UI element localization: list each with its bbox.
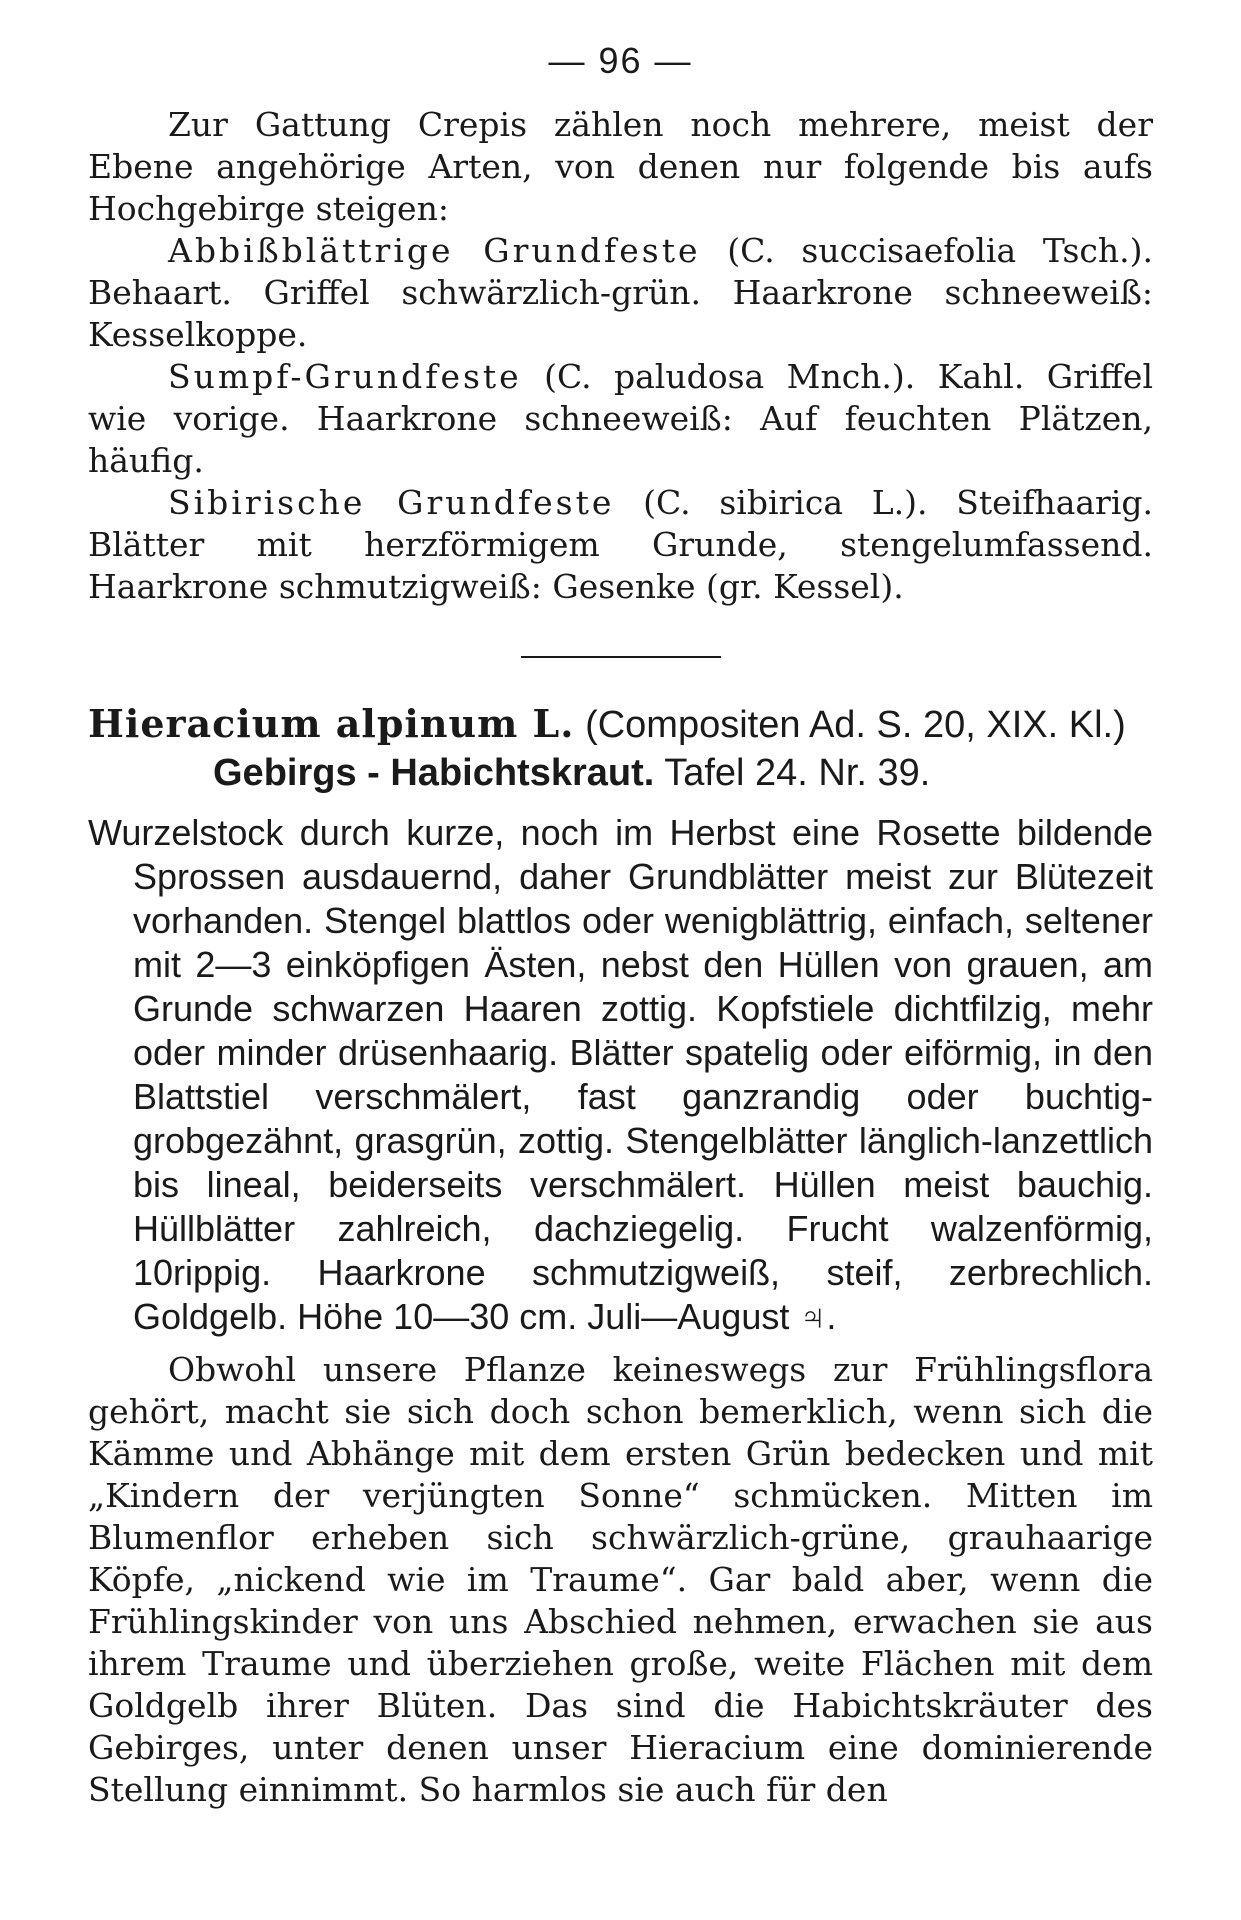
plate-reference: Tafel 24. Nr. 39. — [654, 752, 931, 794]
classification: (Compositen Ad. S. 20, XIX. Kl.) — [574, 704, 1126, 746]
species-text: (C. succisaefolia Tsch.). Behaart. Griffel schwärzlich-grün. Haarkrone schneeweiß: Kesselkoppe. — [88, 231, 1153, 354]
species-entry — [88, 230, 1153, 356]
species-name: Abbißblättrige Grundfeste — [168, 231, 701, 270]
narrative-paragraph: Obwohl unsere Pflanze keineswegs zur Frühlingsflora gehört, macht sie sich doch schon bemerklich, wenn sich die Kämme und Abhänge mit dem ersten Grün bedecken und mit „Kindern der verjüngten Sonne“ schmücken. Mitten im Blumenflor erheben sich schwärzlich-grüne, grauhaarige Köpfe, „nickend wie im Traume“. Gar bald aber, wenn die Frühlingskinder von uns Abschied nehmen, erwachen sie aus ihrem Traume und überziehen große, weite Flächen mit dem Goldgelb ihrer Blüten. Das sind die Habichtskräuter des Gebirges, unter denen unser Hieracium eine dominierende Stellung einnimmt. So harmlos sie auch für den — [88, 1350, 1153, 1809]
latin-name: Hieracium alpinum L. — [88, 701, 575, 746]
species-heading — [88, 700, 1153, 797]
species-entry — [88, 482, 1153, 608]
german-name: Gebirgs - Habichtskraut. — [213, 752, 655, 794]
species-text: (C. paludosa Mnch.). Kahl. Griffel wie vorige. Haarkrone schneeweiß: Auf feuchten Plätzen, häufig. — [88, 357, 1153, 480]
crepis-intro: Zur Gattung Crepis zählen noch mehrere, meist der Ebene angehörige Arten, von denen nur folgende bis aufs Hochgebirge steigen: — [88, 105, 1153, 228]
section-divider — [521, 656, 721, 658]
book-page — [88, 40, 1153, 1811]
species-entry — [88, 356, 1153, 482]
species-text: (C. sibirica L.). Steifhaarig. Blätter mit herzförmigem Grunde, stengelumfassend. Haarkrone schmutzigweiß: Gesenke (gr. Kessel). — [88, 483, 1153, 606]
species-name: Sibirische Grundfeste — [168, 483, 615, 522]
crepis-section — [88, 104, 1153, 608]
species-name: Sumpf-Grundfeste — [168, 357, 522, 396]
narrative-section — [88, 1349, 1153, 1811]
species-description: Wurzelstock durch kurze, noch im Herbst eine Rosette bildende Sprossen ausdauernd, daher Grundblätter meist zur Blütezeit vorhanden. Stengel blattlos oder wenigblättrig, einfach, seltener mit 2—3 einköpfigen Ästen, nebst den Hüllen von grauen, am Grunde schwarzen Haaren zottig. Kopfstiele dichtfilzig, mehr oder minder drüsenhaarig. Blätter spatelig oder eiförmig, in den Blattstiel verschmälert, fast ganzrandig oder buchtig-grobgezähnt, grasgrün, zottig. Stengelblätter länglich-lanzettlich bis lineal, beiderseits verschmälert. Hüllen meist bauchig. Hüllblätter zahlreich, dachziegelig. Frucht walzenförmig, 10rippig. Haarkrone schmutzigweiß, steif, zerbrechlich. Goldgelb. Höhe 10—30 cm. Juli—August ♃. — [88, 812, 1153, 1337]
page-number: — 96 — — [548, 40, 693, 81]
